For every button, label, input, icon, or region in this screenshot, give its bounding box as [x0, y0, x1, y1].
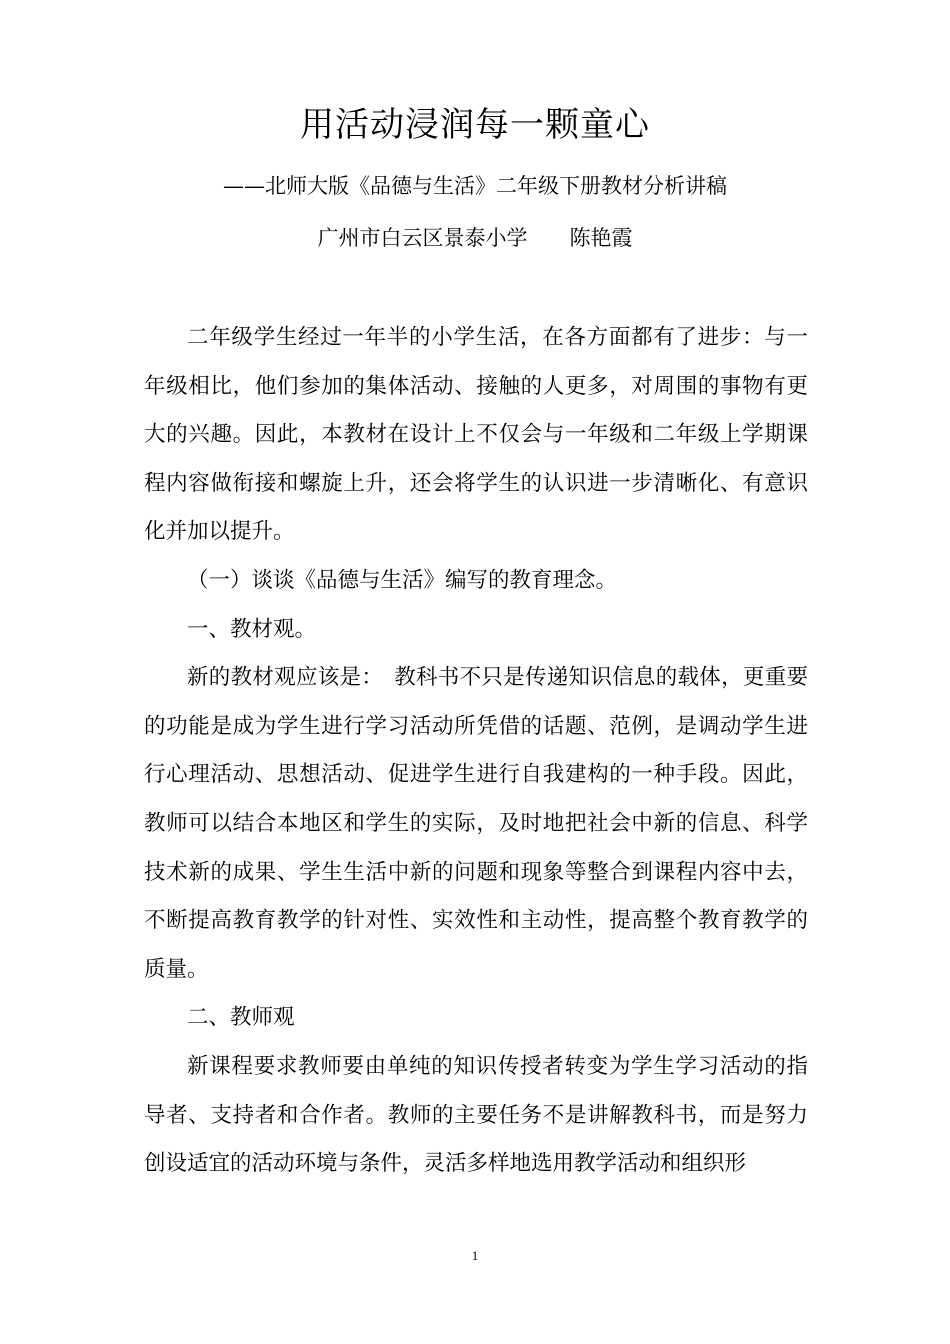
document-title: 用活动浸润每一颗童心	[300, 105, 650, 145]
heading-textbook-view: 一、教材观。	[187, 616, 317, 642]
page-number: 1	[471, 1248, 479, 1263]
heading-teacher-view: 二、教师观	[187, 1005, 295, 1031]
section-heading-education-concept: （一）谈谈《品德与生活》编写的教育理念。	[187, 567, 618, 593]
paragraph-textbook-view: 新的教材观应该是： 教科书不只是传递知识信息的载体，更重要的功能是成为学生进行学习活动所凭借的话题、范例，是调动学生进行心理活动、思想活动、促进学生进行自我建构的一种手段。因此，教师可以结合本地区和学生的实际，及时地把社会中新的信息、科学技术新的成果、学生生活中新的问题和现象等整合到课程内容中去，不断提高教育教学的针对性、实效性和主动性，提高整个教育教学的质量。	[144, 665, 808, 982]
paragraph-intro: 二年级学生经过一年半的小学生活，在各方面都有了进步：与一年级相比，他们参加的集体活动、接触的人更多，对周围的事物有更大的兴趣。因此，本教材在设计上不仅会与一年级和二年级上学期课程内容做衔接和螺旋上升，还会将学生的认识进一步清晰化、有意识化并加以提升。	[144, 325, 808, 545]
document-subtitle: ——北师大版《品德与生活》二年级下册教材分析讲稿	[223, 174, 727, 198]
author-line	[0, 222, 950, 254]
author-name: 陈艳霞	[569, 226, 633, 250]
paragraph-teacher-view: 新课程要求教师要由单纯的知识传授者转变为学生学习活动的指导者、支持者和合作者。教师的主要任务不是讲解教科书，而是努力创设适宜的活动环境与条件，灵活多样地选用教学活动和组织形	[144, 1053, 808, 1177]
document-body	[144, 314, 808, 1189]
school-name: 广州市白云区景泰小学	[317, 226, 528, 250]
